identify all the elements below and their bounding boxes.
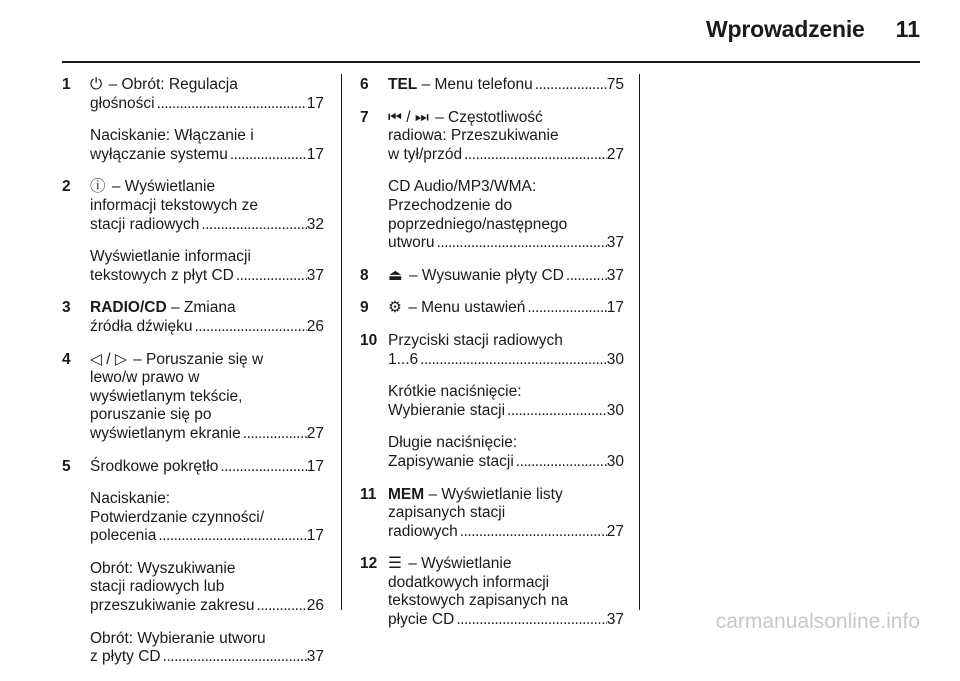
left-right-arrows-icon: ◁ / ▷ — [90, 350, 127, 368]
page-number: 11 — [895, 16, 920, 42]
entry-text: – Obrót: Regulacja — [108, 76, 238, 93]
settings-icon: ⚙ — [388, 299, 402, 317]
leader-dots — [458, 523, 607, 542]
entry-text: poruszanie się po — [90, 406, 212, 424]
entry-number: 2 — [62, 178, 71, 196]
entry-text: – Wyświetlanie — [111, 178, 216, 196]
entry-text: – Wyświetlanie listy — [424, 485, 563, 503]
entry-text: Naciskanie: Włączanie i — [90, 127, 254, 145]
page-ref: 32 — [306, 215, 324, 233]
entry-text: źródła dźwięku — [90, 317, 193, 335]
leader-dots — [525, 299, 606, 318]
entry-text: przeszukiwanie zakresu — [90, 597, 255, 615]
entry-text: dodatkowych informacji — [388, 573, 550, 591]
entry-text: Wyświetlanie informacji — [90, 248, 251, 266]
entry-number: 9 — [360, 299, 369, 317]
leader-dots — [234, 267, 307, 286]
entry-9 — [360, 299, 624, 318]
entry-1 — [62, 76, 324, 164]
entry-number: 8 — [360, 266, 369, 284]
eject-icon: ⏏ — [388, 266, 403, 284]
entry-text: wyświetlanym ekranie — [90, 424, 241, 442]
entry-number: 6 — [360, 76, 369, 93]
entry-text: Długie naciśnięcie: — [388, 434, 518, 452]
leader-dots — [199, 216, 306, 235]
entry-7 — [360, 109, 624, 253]
entry-paragraph — [90, 248, 324, 285]
entry-6 — [360, 76, 624, 95]
info-icon: ⓘ — [90, 178, 106, 196]
entry-text: poprzedniego/następnego — [388, 215, 568, 233]
entry-paragraph — [90, 76, 324, 113]
leader-dots — [505, 402, 607, 421]
entry-text: – Wysuwanie płyty CD — [404, 266, 564, 284]
entry-text: Środkowe pokrętło — [90, 457, 219, 475]
page-ref: 17 — [606, 299, 624, 317]
leader-dots — [418, 351, 607, 370]
entry-text: radiowa: Przeszukiwanie — [388, 127, 559, 145]
entry-paragraph — [90, 490, 324, 546]
entry-text: Krótkie naciśnięcie: — [388, 383, 522, 401]
page-ref: 26 — [306, 317, 324, 335]
entry-text: wyświetlanym tekście, — [90, 387, 243, 405]
entry-11 — [360, 486, 624, 542]
page-ref: 37 — [606, 266, 624, 284]
entry-10 — [360, 332, 624, 472]
entry-number: 4 — [62, 350, 71, 368]
entry-text: z płyty CD — [90, 648, 161, 666]
entry-text: Przyciski stacji radiowych — [388, 331, 563, 349]
entry-paragraph — [388, 383, 624, 420]
entry-text: stacji radiowych — [90, 215, 200, 233]
page-ref: 26 — [306, 597, 324, 615]
entry-text: 1...6 — [388, 350, 419, 368]
page-ref: 17 — [306, 145, 324, 163]
entry-number: 5 — [62, 457, 71, 475]
menu-list-icon: ☰ — [388, 555, 402, 573]
leader-dots — [533, 76, 607, 95]
leader-dots — [564, 267, 607, 286]
entry-text: Naciskanie: — [90, 490, 171, 508]
column-divider-1 — [341, 74, 342, 610]
leader-dots — [514, 453, 607, 472]
entry-paragraph — [90, 127, 324, 164]
entry-8 — [360, 267, 624, 286]
entry-text: – Wyświetlanie — [403, 555, 512, 573]
page-ref: 30 — [606, 401, 624, 419]
entry-text: CD Audio/MP3/WMA: — [388, 178, 537, 196]
entry-3 — [62, 299, 324, 336]
entry-paragraph — [90, 630, 324, 667]
entry-text: Obrót: Wyszukiwanie — [90, 559, 236, 577]
page-ref: 30 — [606, 350, 624, 368]
page-ref: 27 — [606, 522, 624, 540]
index-column-left — [62, 76, 324, 681]
leader-dots — [156, 527, 306, 546]
page-ref: 27 — [606, 145, 624, 163]
entry-text: Przechodzenie do — [388, 196, 513, 214]
entry-text: głośności — [90, 94, 155, 112]
leader-dots — [228, 146, 307, 165]
entry-text: – Zmiana — [166, 299, 236, 317]
entry-paragraph — [90, 560, 324, 616]
entry-paragraph — [388, 109, 624, 165]
entry-paragraph — [90, 178, 324, 234]
entry-text: utworu — [388, 234, 435, 252]
page-title: Wprowadzenie — [706, 16, 865, 42]
entry-text: w tył/przód — [388, 145, 463, 163]
entry-text: Obrót: Wybieranie utworu — [90, 629, 266, 647]
entry-paragraph — [90, 458, 324, 477]
entry-text: polecenia — [90, 527, 157, 545]
leader-dots — [155, 95, 307, 114]
entry-number: 3 — [62, 299, 71, 317]
page-ref: 37 — [606, 234, 624, 252]
page-ref: 37 — [606, 611, 624, 629]
page-ref: 17 — [306, 527, 324, 545]
header-divider — [62, 61, 920, 63]
entry-4 — [62, 351, 324, 444]
page-ref: 30 — [606, 452, 624, 470]
entry-text: Zapisywanie stacji — [388, 452, 514, 470]
page-ref: 17 — [306, 94, 324, 112]
index-column-middle — [360, 76, 624, 644]
column-divider-2 — [639, 74, 640, 610]
leader-dots — [454, 611, 606, 630]
entry-12 — [360, 555, 624, 629]
watermark: carmanualsonline.info — [715, 610, 920, 633]
entry-text: radiowych — [388, 522, 458, 540]
entry-number: 11 — [360, 485, 377, 503]
key-label: MEM — [388, 485, 425, 503]
seek-prev-next-icon: ⏮ / ⏭ — [388, 108, 429, 126]
entry-paragraph — [388, 332, 624, 369]
entry-text: tekstowych z płyt CD — [90, 266, 234, 284]
page-ref: 37 — [306, 266, 324, 284]
entry-text: zapisanych stacji — [388, 504, 506, 522]
leader-dots — [218, 458, 306, 477]
entry-paragraph — [388, 434, 624, 471]
key-label: RADIO/CD — [90, 299, 167, 317]
entry-5 — [62, 458, 324, 667]
entry-text: – Poruszanie się w — [128, 350, 264, 368]
entry-text: tekstowych zapisanych na — [388, 592, 569, 610]
leader-dots — [241, 425, 307, 444]
entry-text: – Menu ustawień — [403, 299, 526, 317]
entry-text: wyłączanie systemu — [90, 145, 228, 163]
entry-text: Potwierdzanie czynności/ — [90, 508, 265, 526]
key-label: TEL — [388, 76, 418, 93]
entry-2 — [62, 178, 324, 285]
leader-dots — [193, 318, 307, 337]
page-ref: 27 — [306, 424, 324, 442]
entry-text: – Częstotliwość — [430, 108, 543, 126]
entry-text: płycie CD — [388, 611, 455, 629]
leader-dots — [462, 146, 607, 165]
page-ref: 75 — [606, 76, 624, 93]
entry-text: stacji radiowych lub — [90, 578, 225, 596]
entry-text: Wybieranie stacji — [388, 401, 506, 419]
entry-text: – Menu telefonu — [417, 76, 533, 93]
entry-number: 1 — [62, 76, 71, 93]
entry-text: informacji tekstowych ze — [90, 196, 258, 214]
entry-paragraph — [388, 178, 624, 252]
leader-dots — [435, 234, 607, 253]
page-ref: 17 — [306, 457, 324, 475]
power-knob-icon: ⏻ — [90, 76, 103, 93]
entry-number: 7 — [360, 108, 369, 126]
page-ref: 37 — [306, 648, 324, 666]
leader-dots — [161, 648, 307, 667]
leader-dots — [255, 597, 307, 616]
entry-number: 12 — [360, 555, 378, 573]
entry-text: lewo/w prawo w — [90, 369, 200, 387]
entry-number: 10 — [360, 331, 378, 349]
